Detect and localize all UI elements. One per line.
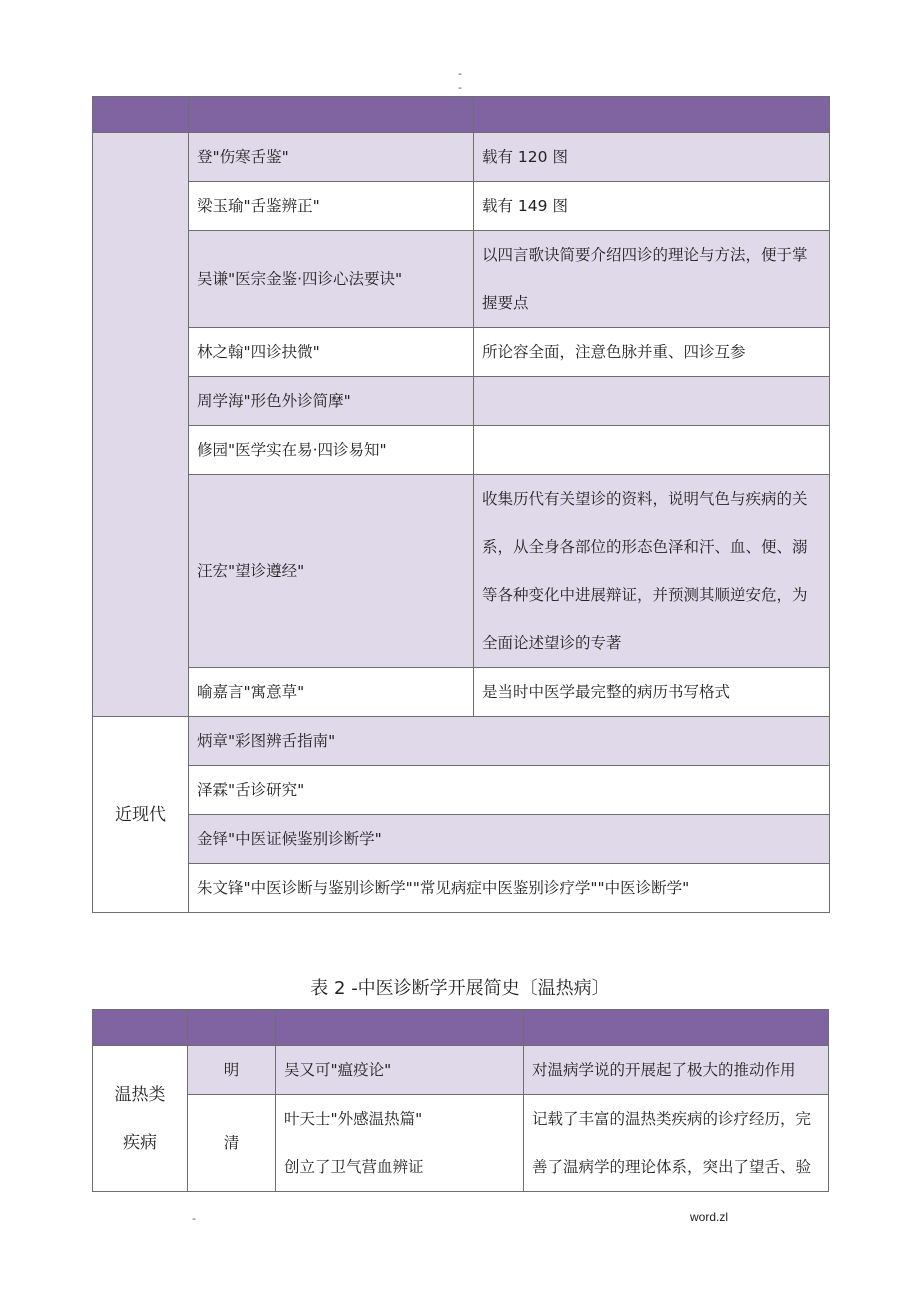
table-row	[93, 231, 830, 328]
note-cell: 载有 149 图	[474, 182, 830, 231]
note-cell: 是当时中医学最完整的病历书写格式	[474, 668, 830, 717]
note-cell	[474, 426, 830, 475]
table-row	[93, 717, 830, 766]
note-line: 善了温病学的理论体系，突出了望舌、验	[532, 1158, 812, 1176]
era-cell-modern: 近现代	[93, 717, 189, 913]
history-table-2	[92, 1009, 829, 1192]
table-row	[93, 668, 830, 717]
table-row	[93, 1095, 829, 1192]
header-mark: -	[458, 81, 462, 94]
table-row	[93, 426, 830, 475]
header-mark: -	[458, 67, 462, 80]
note-cell: 所论容全面，注意色脉并重、四诊互参	[474, 328, 830, 377]
note-cell: 对温病学说的开展起了极大的推动作用	[524, 1046, 829, 1095]
table-2-title: 表 2 -中医诊断学开展简史〔温热病〕	[310, 978, 610, 999]
book-cell: 林之翰"四诊抉微"	[189, 328, 474, 377]
footer-mark: -	[192, 1212, 196, 1225]
book-cell: 炳章"彩图辨舌指南"	[189, 717, 830, 766]
table-row	[93, 864, 830, 913]
note-cell	[474, 231, 830, 328]
table-row	[93, 182, 830, 231]
note-line: 全面论述望诊的专著	[482, 634, 622, 652]
category-line: 疾病	[123, 1132, 157, 1153]
table-row	[93, 815, 830, 864]
note-line: 以四言歌诀简要介绍四诊的理论与方法，便于掌	[482, 246, 808, 264]
note-cell	[474, 377, 830, 426]
book-cell: 泽霖"舌诊研究"	[189, 766, 830, 815]
era-cell	[93, 133, 189, 717]
table-row	[93, 133, 830, 182]
note-cell	[524, 1095, 829, 1192]
book-cell: 周学海"形色外诊简摩"	[189, 377, 474, 426]
table-row	[93, 766, 830, 815]
note-line: 记载了丰富的温热类疾病的诊疗经历，完	[532, 1110, 812, 1128]
note-line: 握要点	[482, 294, 529, 312]
table-row	[93, 328, 830, 377]
note-cell: 载有 120 图	[474, 133, 830, 182]
category-cell	[93, 1046, 188, 1192]
book-cell: 梁玉瑜"舌鉴辨正"	[189, 182, 474, 231]
book-line: 创立了卫气营血辨证	[284, 1158, 424, 1176]
book-cell: 修园"医学实在易·四诊易知"	[189, 426, 474, 475]
table-header-row	[93, 1010, 829, 1046]
book-line: 叶天士"外感温热篇"	[284, 1110, 423, 1128]
table-row	[93, 1046, 829, 1095]
note-line: 系，从全身各部位的形态色泽和汗、血、便、溺	[482, 538, 808, 556]
footer-source: word.zl	[690, 1210, 729, 1224]
table-row	[93, 377, 830, 426]
dynasty-cell: 清	[188, 1095, 276, 1192]
book-cell: 登"伤寒舌鉴"	[189, 133, 474, 182]
note-line: 等各种变化中进展辩证，并预测其顺逆安危，为	[482, 586, 808, 604]
note-line: 收集历代有关望诊的资料，说明气色与疾病的关	[482, 490, 808, 508]
note-cell	[474, 475, 830, 668]
table-row	[93, 475, 830, 668]
dynasty-cell: 明	[188, 1046, 276, 1095]
book-cell	[276, 1095, 524, 1192]
history-table-1	[92, 96, 830, 913]
book-cell: 吴谦"医宗金鉴·四诊心法要诀"	[189, 231, 474, 328]
book-cell: 吴又可"瘟疫论"	[276, 1046, 524, 1095]
book-cell: 金铎"中医证候鉴别诊断学"	[189, 815, 830, 864]
book-cell: 喻嘉言"寓意草"	[189, 668, 474, 717]
table-header-row	[93, 97, 830, 133]
book-cell: 朱文锋"中医诊断与鉴别诊断学""常见病症中医鉴别诊疗学""中医诊断学"	[189, 864, 830, 913]
category-line: 温热类	[114, 1084, 166, 1105]
book-cell: 汪宏"望诊遵经"	[189, 475, 474, 668]
